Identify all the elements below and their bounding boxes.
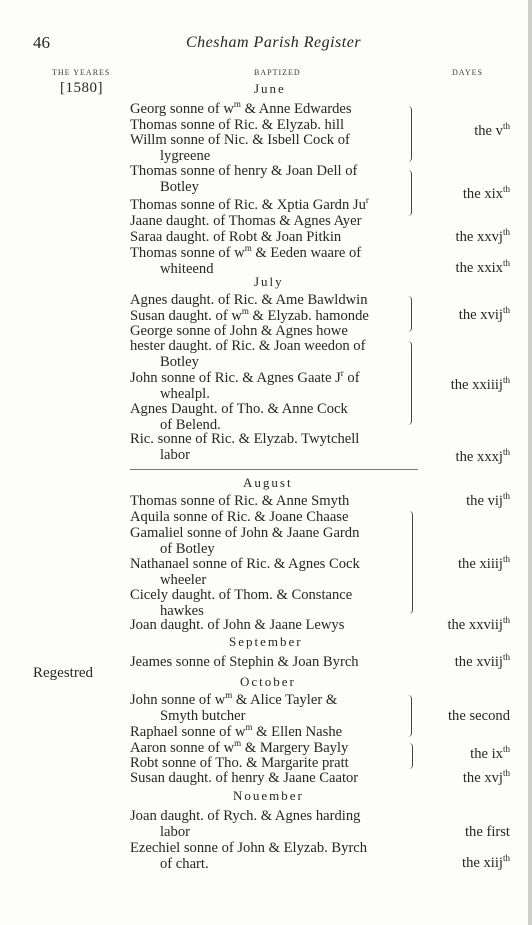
entry: Thomas sonne of $w^m$ & Eeden waare of whiteend — [130, 243, 362, 277]
day-label: the xxxj$^{th}$ — [455, 447, 510, 465]
entry: Thomas sonne of Ric. & Xptia Gardn Ju$^r$ — [130, 195, 369, 213]
month-heading-november: Nouember — [233, 788, 304, 803]
month-heading-june: June — [254, 81, 286, 96]
entry: Ric. sonne of Ric. & Elyzab. Twytchell labor — [130, 431, 360, 463]
day-label: the xvj$^{th}$ — [462, 768, 510, 786]
month-heading-september: September — [229, 634, 303, 649]
entry: Joan daught. of John & Jaane Lewys — [130, 617, 345, 633]
entry: Susan daught. of $w^m$ & Elyzab. hamonde — [130, 306, 369, 324]
entry: Georg sonne of $w^m$ & Anne Edwardes — [130, 99, 352, 117]
day-label: the xxviij$^{th}$ — [447, 615, 510, 633]
day-label: the second — [447, 708, 510, 724]
entry: Susan daught. of henry & Jaane Caator — [130, 770, 359, 786]
entry: George sonne of John & Agnes howe — [130, 323, 348, 339]
date-group-brace — [406, 695, 412, 737]
day-label: the xviij$^{th}$ — [454, 652, 510, 670]
day-label: the xix$^{th}$ — [462, 184, 510, 202]
month-heading-october: October — [240, 674, 296, 689]
day-label: the $v^{th}$ — [474, 121, 510, 139]
entry: Nathanael sonne of Ric. & Agnes Cock wheeler — [130, 556, 360, 588]
entry: Cicely daught. of Thom. & Constance hawkes — [130, 587, 353, 619]
entry: Aaron sonne of $w^m$ & Margery Bayly — [130, 738, 349, 756]
entry: Agnes daught. of Ric. & Ame Bawldwin — [130, 292, 368, 308]
entry: Agnes Daught. of Tho. & Anne Cock of Belend. — [130, 401, 348, 433]
month-heading-july: July — [254, 274, 284, 289]
date-group-brace — [408, 743, 413, 769]
date-group-brace — [406, 106, 412, 162]
margin-note: Regestred — [33, 665, 93, 681]
date-group-brace — [406, 170, 412, 216]
entry: Raphael sonne of $w^m$ & Ellen Nashe — [130, 722, 343, 740]
entry: Jaane daught. of Thomas & Agnes Ayer — [130, 213, 362, 229]
day-label: the xxiiij$^{th}$ — [450, 375, 510, 393]
entry: Robt sonne of Tho. & Margarite pratt — [130, 755, 349, 771]
day-label: the xxix$^{th}$ — [455, 258, 510, 276]
entry: Ezechiel sonne of John & Elyzab. Byrch of chart. — [130, 840, 368, 872]
page-edge — [528, 0, 532, 925]
running-title: Chesham Parish Register — [186, 34, 362, 51]
day-label: the $ix^{th}$ — [470, 744, 510, 762]
column-heading-baptized: BAPTIZED — [254, 68, 301, 77]
entry: Jeames sonne of Stephin & Joan Byrch — [130, 654, 359, 670]
entry: Thomas sonne of Ric. & Anne Smyth — [130, 493, 350, 509]
section-divider — [130, 469, 418, 470]
day-label: the xxvj$^{th}$ — [455, 227, 510, 245]
entry: John sonne of Ric. & Agnes Gaate $J^r$ of whealpl. — [130, 368, 360, 402]
entry: John sonne of $w^m$ & Alice Tayler & Smyth butcher — [130, 690, 338, 724]
day-label: the xvij$^{th}$ — [458, 305, 510, 323]
entry: Thomas sonne of Ric. & Elyzab. hill — [130, 117, 345, 133]
column-heading-years: THE YEARES — [52, 68, 111, 77]
entry: Gamaliel sonne of John & Jaane Gardn of Botley — [130, 525, 360, 557]
entry: Aquila sonne of Ric. & Joane Chaase — [130, 509, 349, 525]
month-heading-august: August — [243, 475, 293, 490]
entry: Willm sonne of Nic. & Isbell Cock of lygreene — [130, 132, 350, 164]
entry: Saraa daught. of Robt & Joan Pitkin — [130, 229, 342, 245]
entry: Joan daught. of Rych. & Agnes harding labor — [130, 808, 361, 840]
entry: hester daught. of Ric. & Joan weedon of Botley — [130, 338, 366, 370]
year-label: [1580] — [60, 80, 103, 96]
entry: Thomas sonne of henry & Joan Dell of Botley — [130, 163, 358, 195]
day-label: the xiiij$^{th}$ — [457, 554, 510, 572]
day-label: the first — [465, 824, 510, 840]
date-group-brace — [407, 511, 413, 614]
date-group-brace — [406, 341, 412, 425]
date-group-brace — [406, 296, 412, 332]
page-number: 46 — [33, 33, 50, 52]
day-label: the xiij$^{th}$ — [462, 853, 510, 871]
day-label: the vij$^{th}$ — [466, 491, 510, 509]
column-heading-dayes: DAYES — [452, 68, 483, 77]
